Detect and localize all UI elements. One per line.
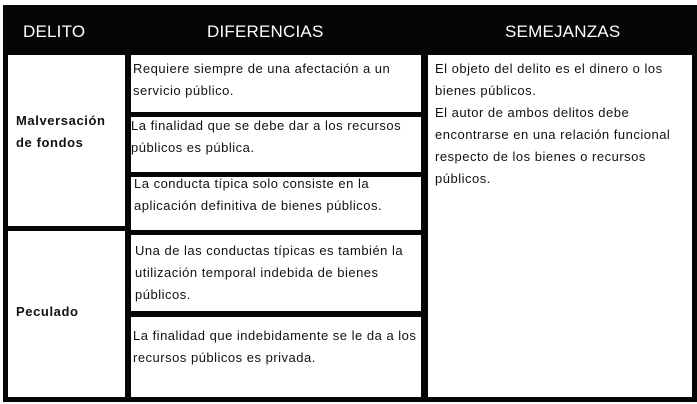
semejanza-text-2: El autor de ambos delitos debe encontrarse en una relación funcional respecto de los bienes o recursos públicos. xyxy=(435,105,671,186)
diferencia-cell-3 xyxy=(131,177,421,230)
diferencia-cell-2 xyxy=(131,117,421,172)
diferencia-cell-1 xyxy=(131,55,421,112)
delito-label-malversacion: Malversación de fondos xyxy=(16,113,106,150)
semejanzas-cell xyxy=(428,55,692,397)
diferencia-cell-5 xyxy=(131,317,421,397)
diferencia-text-5: La finalidad que indebidamente se le da a los recursos públicos es privada. xyxy=(133,328,417,365)
diferencia-cell-4 xyxy=(131,235,421,311)
diferencia-text-3: La conducta típica solo consiste en la aplicación definitiva de bienes públicos. xyxy=(134,176,383,213)
diferencia-text-1: Requiere siempre de una afectación a un servicio público. xyxy=(133,61,391,98)
diferencia-text-2: La finalidad que se debe dar a los recursos públicos es pública. xyxy=(131,118,402,155)
semejanza-text-1: El objeto del delito es el dinero o los bienes públicos. xyxy=(435,61,663,98)
header-semejanzas: SEMEJANZAS xyxy=(505,22,621,41)
delito-label-peculado: Peculado xyxy=(16,304,79,319)
diferencia-text-4: Una de las conductas típicas es también la utilización temporal indebida de bienes públicos. xyxy=(135,243,404,302)
delito-cell-malversacion xyxy=(8,55,125,226)
delito-cell-peculado xyxy=(8,231,125,397)
header-diferencias: DIFERENCIAS xyxy=(207,22,324,41)
header-delito: DELITO xyxy=(23,22,86,41)
